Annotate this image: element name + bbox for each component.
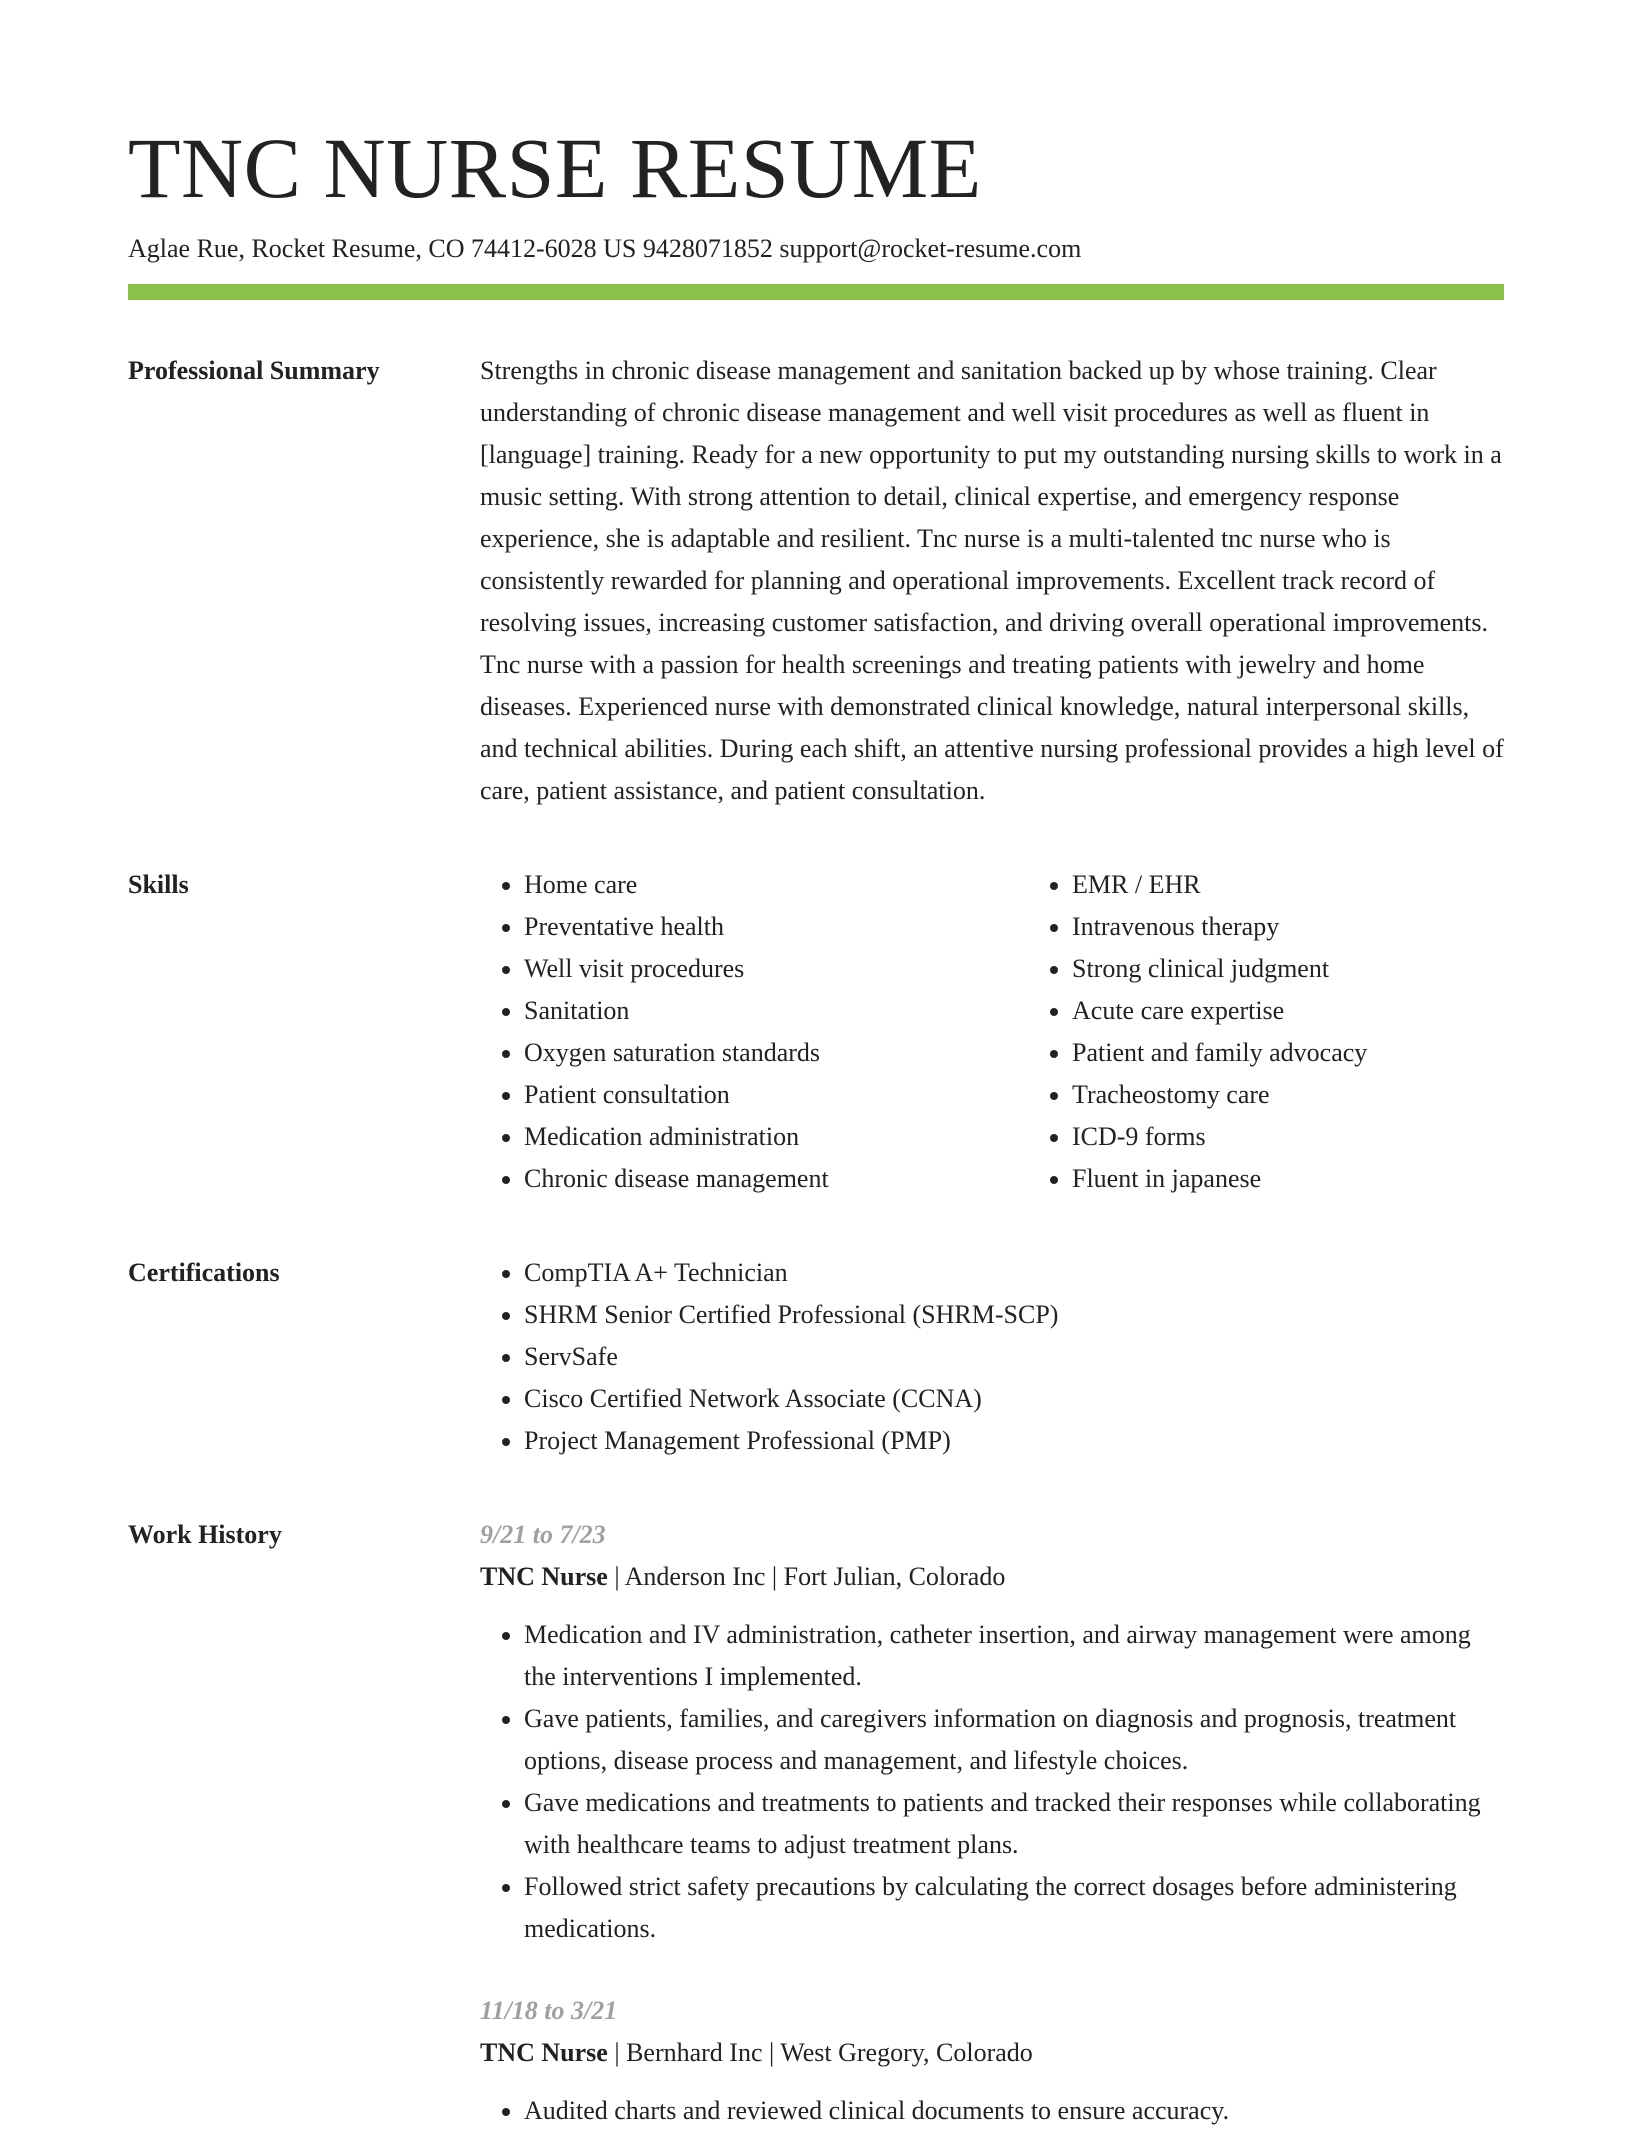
section-label: Work History [128, 1520, 282, 1549]
skill-item: • Fluent in japanese [1072, 1158, 1532, 1200]
section-skills [128, 864, 1504, 1200]
job-dates: 11/18 to 3/21 [480, 1996, 618, 2025]
certification-item: • ServSafe [524, 1336, 1504, 1378]
job-bullet: • Audited charts and reviewed clinical documents to ensure accuracy. [524, 2090, 1504, 2132]
contact-phone: 9428071852 [642, 234, 773, 263]
skill-item: • ICD-9 forms [1072, 1116, 1532, 1158]
job-company: Anderson Inc [624, 1562, 766, 1591]
section-work-history [128, 1514, 1504, 2132]
skill-item: • Well visit procedures [524, 948, 984, 990]
section-content [480, 1514, 1504, 2132]
job-bullet: • Gave medications and treatments to patients and tracked their responses while collaborating with healthcare teams to adjust treatment plans. [524, 1782, 1504, 1866]
contact-email: support@rocket-resume.com [779, 234, 1082, 263]
skill-item: • Sanitation [524, 990, 984, 1032]
section-certifications [128, 1252, 1504, 1462]
section-content [480, 1252, 1504, 1462]
job-bullets [480, 1614, 1504, 1950]
section-label: Skills [128, 870, 189, 899]
summary-text: Strengths in chronic disease management and sanitation backed up by whose training. Clear understanding of chronic disease management and well visit procedures as well as fluent in [language] training. Ready for a new opportunity to put my outstanding nursing skills to work in a music setting. With strong attention to detail, clinical expertise, and emergency response experience, she is adaptable and resilient. Tnc nurse is a multi-talented tnc nurse who is consistently rewarded for planning and operational improvements. Excellent track record of resolving issues, increasing customer satisfaction, and driving overall operational improvements. Tnc nurse with a passion for health screenings and treating patients with jewelry and home diseases. Experienced nurse with demonstrated clinical knowledge, natural interpersonal skills, and technical abilities. During each shift, an attentive nursing professional provides a high level of care, patient assistance, and patient consultation. [480, 356, 1504, 805]
job-title: TNC Nurse [480, 1562, 608, 1591]
job-location: Fort Julian, Colorado [783, 1562, 1006, 1591]
section-label: Certifications [128, 1258, 280, 1287]
certification-item: • Project Management Professional (PMP) [524, 1420, 1504, 1462]
section-label: Professional Summary [128, 356, 380, 385]
skill-item: • Acute care expertise [1072, 990, 1532, 1032]
skills-list-left [480, 864, 984, 1200]
skill-item: • Preventative health [524, 906, 984, 948]
contact-line [128, 232, 1504, 266]
job-separator: | [614, 1562, 625, 1591]
skill-item: • Intravenous therapy [1072, 906, 1532, 948]
job-bullets [480, 2090, 1504, 2132]
job-bullet: • Followed strict safety precautions by calculating the correct dosages before administering medications. [524, 1866, 1504, 1950]
job-heading [480, 1556, 1504, 1598]
certification-item: • Cisco Certified Network Associate (CCNA) [524, 1378, 1504, 1420]
skill-item: • Strong clinical judgment [1072, 948, 1532, 990]
certification-item: • CompTIA A+ Technician [524, 1252, 1504, 1294]
contact-address: Aglae Rue, Rocket Resume, CO 74412-6028 US [128, 234, 637, 263]
job-title: TNC Nurse [480, 2038, 608, 2067]
job-entry [480, 1514, 1504, 1950]
section-content [480, 350, 1504, 812]
certification-item: • SHRM Senior Certified Professional (SHRM-SCP) [524, 1294, 1504, 1336]
skill-item: • Medication administration [524, 1116, 984, 1158]
skills-list-right [1028, 864, 1532, 1200]
job-location: West Gregory, Colorado [780, 2038, 1033, 2067]
job-company: Bernhard Inc [626, 2038, 763, 2067]
resume-title: TNC NURSE RESUME [128, 120, 982, 216]
job-bullet: • Gave patients, families, and caregivers information on diagnosis and prognosis, treatment options, disease process and management, and lifestyle choices. [524, 1698, 1504, 1782]
job-bullet: • Medication and IV administration, catheter insertion, and airway management were among the interventions I implemented. [524, 1614, 1504, 1698]
accent-divider [128, 284, 1504, 300]
job-separator: | [769, 2038, 781, 2067]
skill-item: • Patient consultation [524, 1074, 984, 1116]
skill-item: • Tracheostomy care [1072, 1074, 1532, 1116]
skill-item: • EMR / EHR [1072, 864, 1532, 906]
certifications-list [480, 1252, 1504, 1462]
skill-item: • Chronic disease management [524, 1158, 984, 1200]
job-dates: 9/21 to 7/23 [480, 1520, 606, 1549]
skill-item: • Patient and family advocacy [1072, 1032, 1532, 1074]
job-heading [480, 2032, 1504, 2074]
skill-item: • Oxygen saturation standards [524, 1032, 984, 1074]
skills-columns [480, 864, 1532, 1200]
job-entry [480, 1990, 1504, 2132]
resume-page [128, 118, 1504, 2132]
section-professional-summary [128, 350, 1504, 812]
job-separator: | [771, 1562, 784, 1591]
job-separator: | [614, 2038, 627, 2067]
skill-item: • Home care [524, 864, 984, 906]
